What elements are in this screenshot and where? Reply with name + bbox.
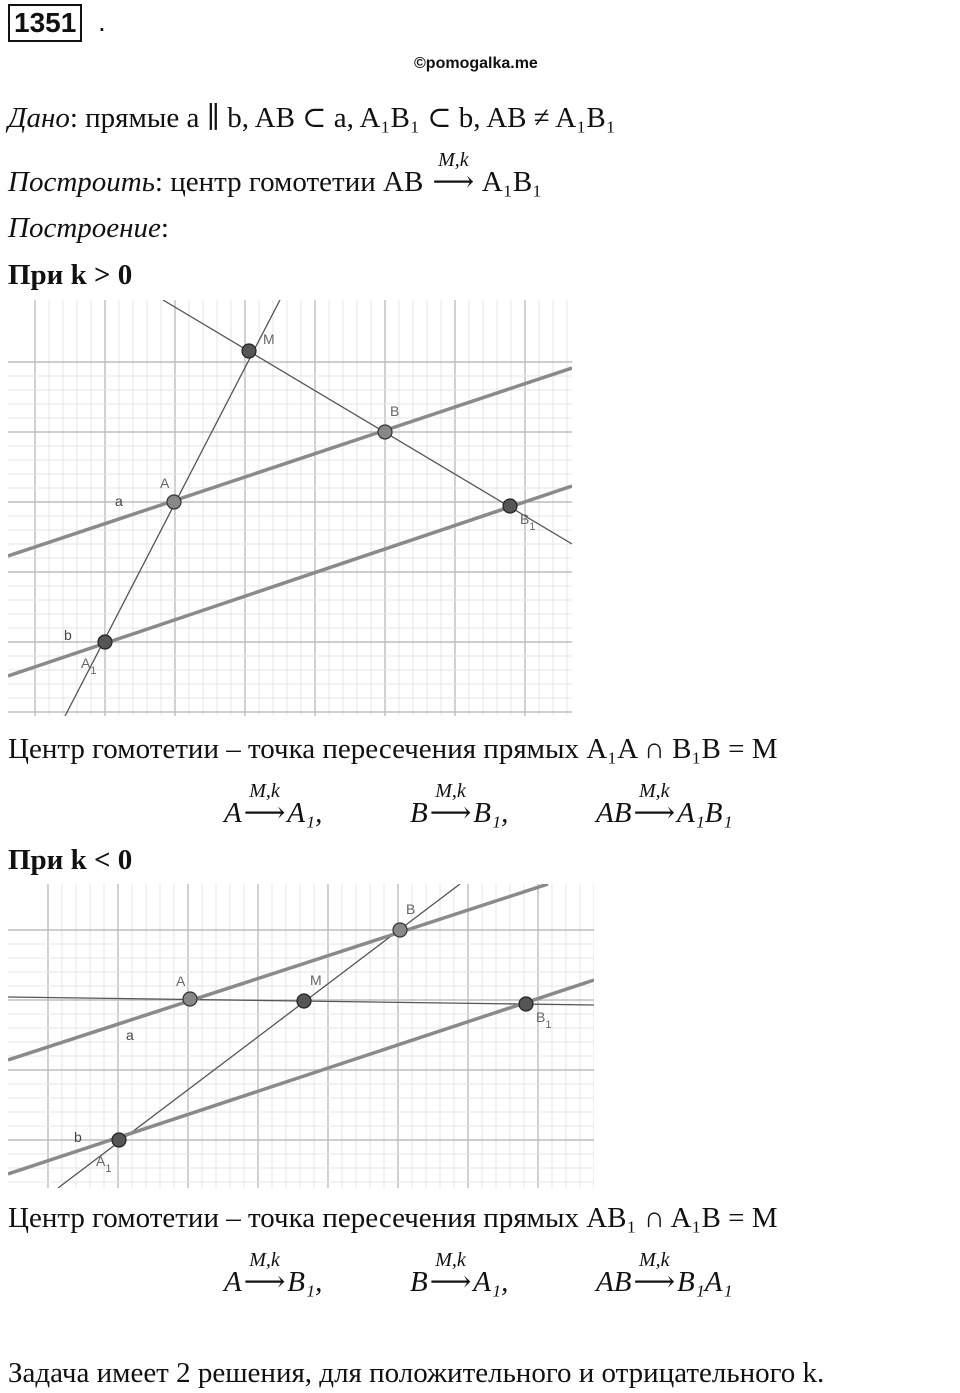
grid	[8, 300, 572, 716]
construct-result: A₁B₁	[481, 166, 543, 198]
case1-text: Центр гомотетии – точка пересечения прямых A₁A ∩ B₁B = M	[8, 733, 778, 765]
label-line-b: b	[64, 627, 72, 643]
point-b	[378, 425, 392, 439]
point-b1	[519, 997, 533, 1011]
label-line-a: a	[115, 493, 123, 509]
label-m: M	[263, 331, 275, 347]
label-line-b: b	[74, 1129, 82, 1145]
line-a	[8, 368, 572, 556]
line-b	[8, 980, 594, 1174]
given-label: Дано	[8, 102, 70, 134]
construct-arrow: M,k ⟶	[432, 149, 475, 198]
label-b1: $B_1$	[536, 1009, 552, 1031]
figure-negative-k	[8, 884, 594, 1188]
label-m: M	[310, 972, 322, 988]
watermark: ©pomogalka.me	[414, 55, 538, 72]
point-m	[297, 994, 311, 1008]
case2-text: Центр гомотетии – точка пересечения прямых AB₁ ∩ A₁B = M	[8, 1202, 778, 1234]
construct-label: Построить	[8, 166, 155, 198]
case1-map-2: B M,k ⟶B₁,	[410, 780, 509, 829]
label-a: A	[176, 973, 186, 989]
given-text: : прямые a ∥ b, AB ⊂ a, A₁B₁ ⊂ b, AB ≠ A₁B₁	[69, 102, 616, 134]
figure-positive-k	[8, 300, 572, 716]
construction-label: Построение	[8, 212, 161, 244]
problem-number: 1351	[8, 4, 82, 42]
point-a	[183, 992, 197, 1006]
point-m	[242, 344, 256, 358]
case1-map-3: AB M,k ⟶A₁B₁	[596, 780, 733, 829]
line-b	[8, 486, 572, 676]
conclusion: Задача имеет 2 решения, для положительного и отрицательного k.	[8, 1357, 825, 1389]
construct-text: : центр гомотетии AB	[154, 166, 424, 198]
label-a: A	[160, 475, 170, 491]
grid	[8, 884, 594, 1188]
construction-line: Построение:	[8, 212, 169, 244]
case2-title: При k < 0	[8, 844, 133, 876]
case2-map-2: B M,k ⟶A₁,	[410, 1249, 509, 1298]
given-line	[8, 101, 616, 135]
case1-map-1: A M,k ⟶A₁,	[224, 780, 323, 829]
label-a1: $A_1$	[96, 1153, 112, 1175]
construct-line	[8, 149, 543, 199]
point-b1	[503, 499, 517, 513]
point-a1	[112, 1133, 126, 1147]
case2-map-3: AB M,k ⟶B₁A₁	[596, 1249, 733, 1298]
label-b: B	[406, 901, 416, 917]
point-a1	[98, 635, 112, 649]
point-b	[393, 923, 407, 937]
label-b: B	[390, 403, 400, 419]
label-line-a: a	[126, 1027, 134, 1043]
case2-map-1: A M,k ⟶B₁,	[224, 1249, 323, 1298]
point-a	[167, 495, 181, 509]
label-b1: $B_1$	[520, 511, 536, 533]
label-a1: $A_1$	[81, 655, 97, 677]
problem-number-dot: .	[98, 6, 106, 37]
case1-title: При k > 0	[8, 259, 133, 291]
